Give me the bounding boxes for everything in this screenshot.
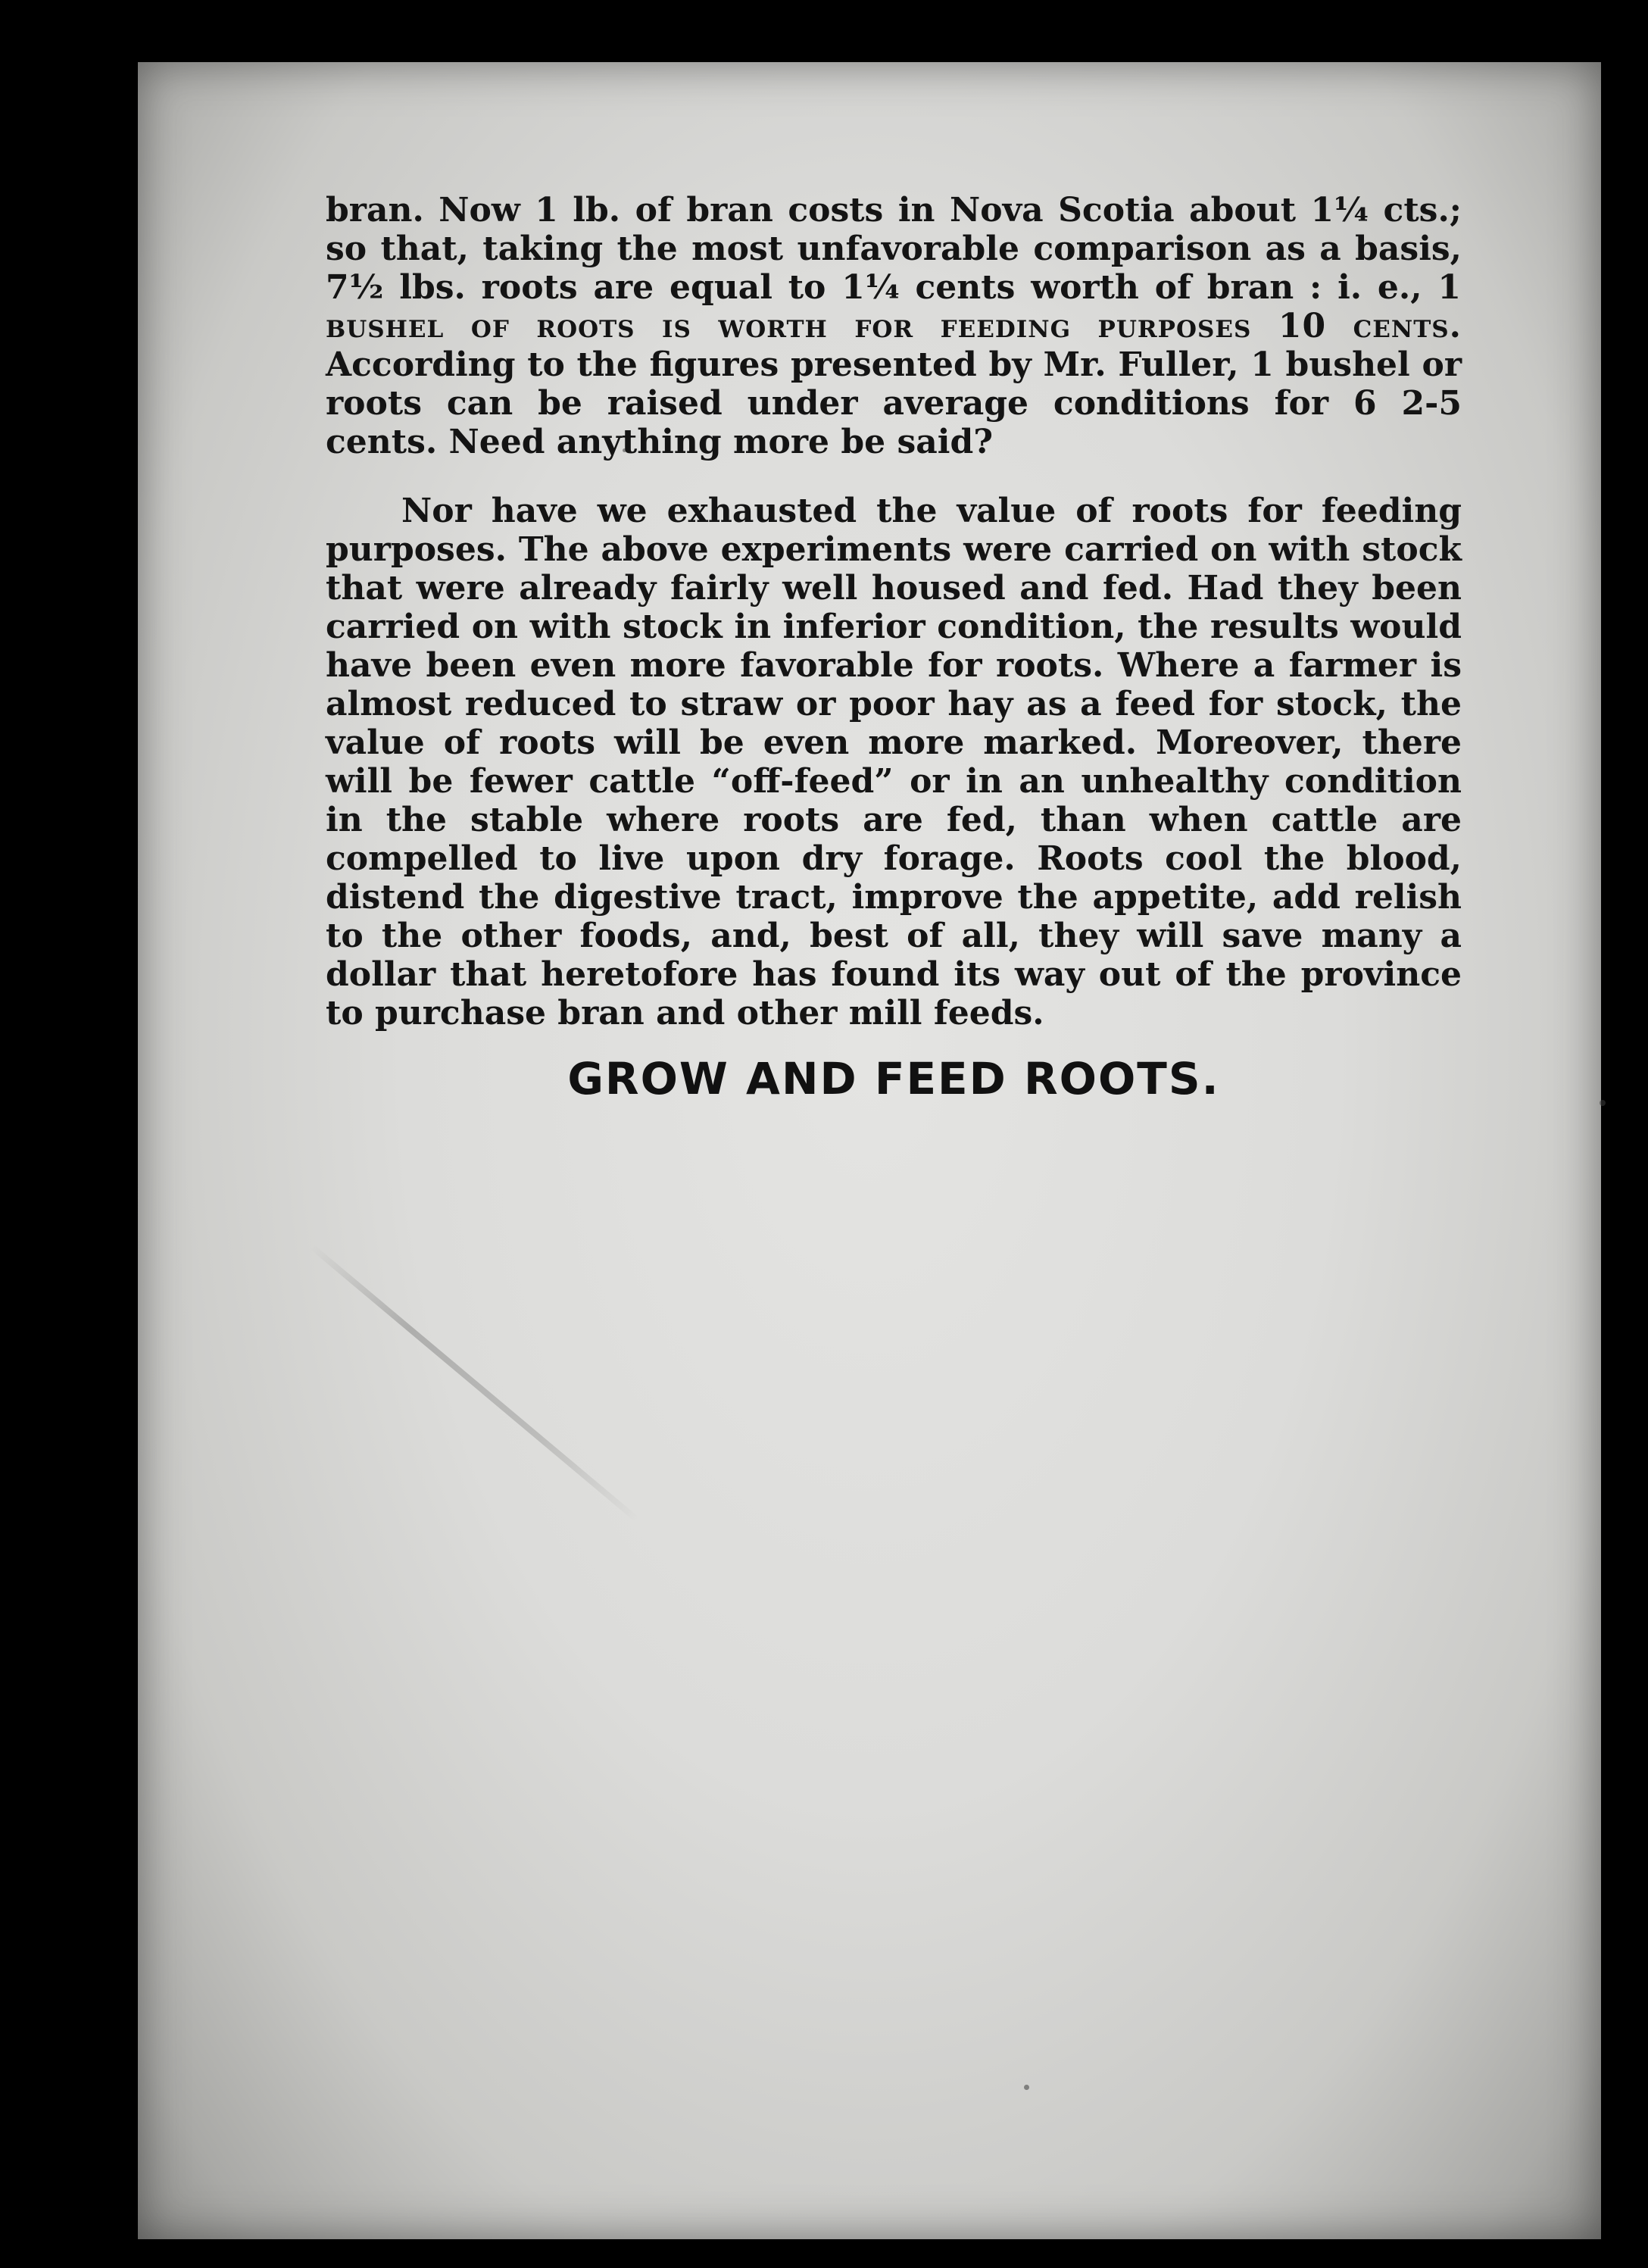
specks	[1600, 1100, 1606, 1106]
paragraph-1	[326, 191, 1462, 461]
paragraph-2	[326, 492, 1462, 1032]
paragraph-2-text: Nor have we exhausted the value of roots for feeding purposes. The above experiments were carried on with stock that were already fairly well housed and fed. Had they been carried on with stock in inferior condition, the results would have been even more favorable for roots. Where a farmer is almost reduced to straw or poor hay as a feed for stock, the value of roots will be even more marked. Moreover, there will be fewer cattle “off-feed” or in an unhealthy condition in the stable where roots are fed, than when cattle are compelled to live upon dry forage. Roots cool the blood, distend the digestive tract, improve the appetite, add relish to the other foods, and, best of all, they will save many a dollar that heretofore has found its way out of the province to purchase bran and other mill feeds.	[326, 492, 1462, 1032]
closing-heading: GROW AND FEED ROOTS.	[567, 1053, 1220, 1104]
paragraph-1-part-1: bran. Now 1 lb. of bran costs in Nova Scotia about 1¼ cts.; so that, taking the most unfavorable comparison as a basis, 7½ lbs. roots are equal to 1¼ cents worth of bran : i. e.,	[326, 191, 1462, 307]
paragraph-1-emphasis: 1 bushel of roots is worth for feeding purposes 10 cents.	[326, 268, 1462, 345]
page-crease	[310, 1245, 638, 1522]
paragraph-1-part-3: According to the figures presented by Mr. Fuller, 1 bushel or roots can be raised under average conditions for 6 2-5 cents. Need anything more be said?	[326, 345, 1462, 461]
speck	[1024, 2085, 1029, 2090]
body-text	[326, 191, 1462, 1032]
